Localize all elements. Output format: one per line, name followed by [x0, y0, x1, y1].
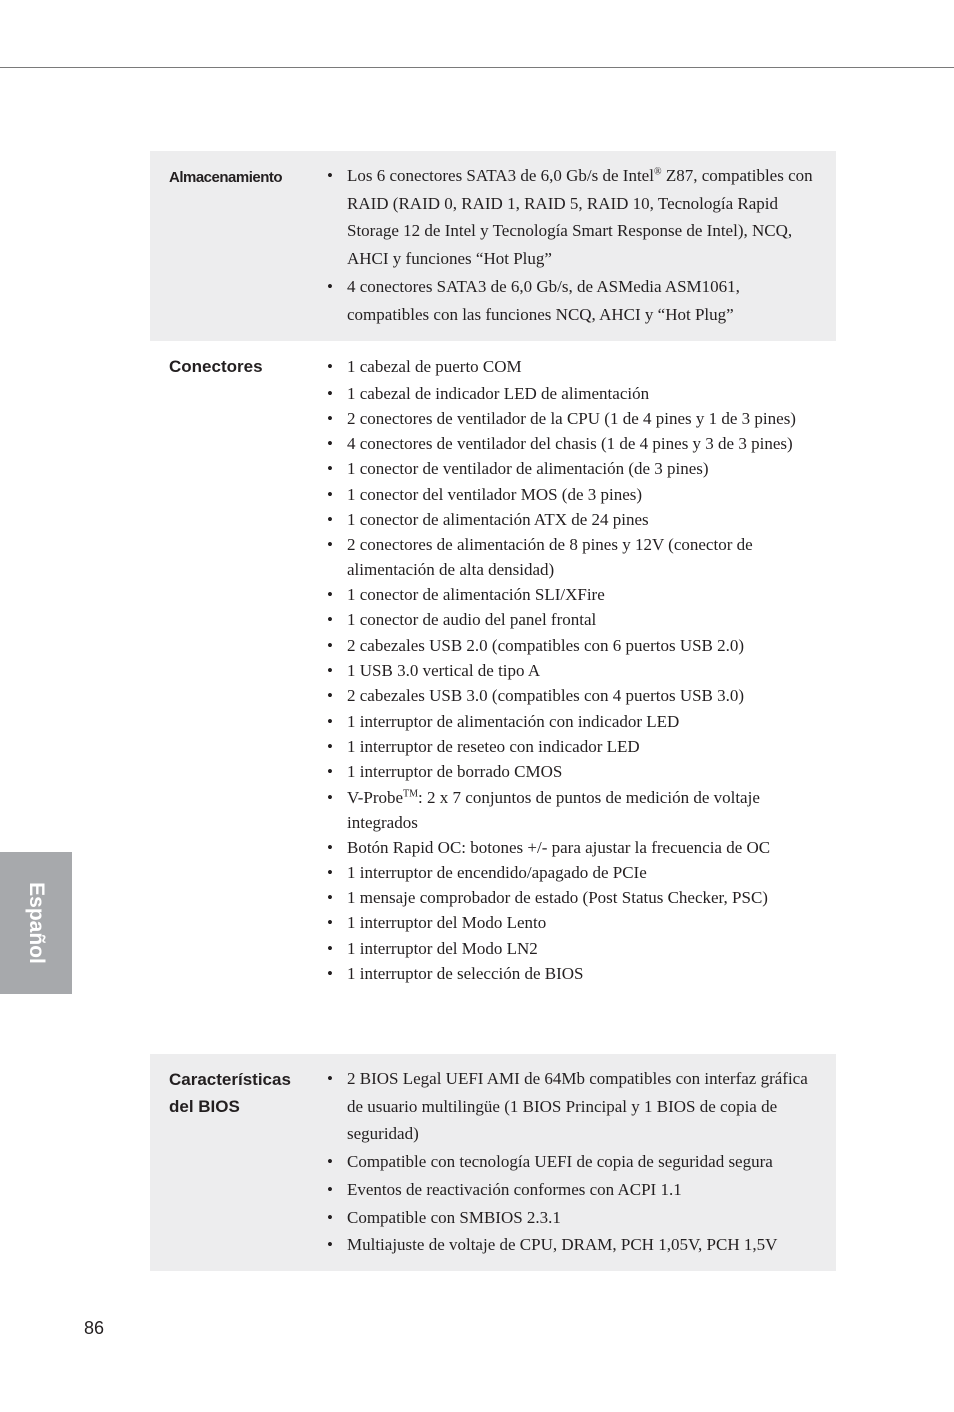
section-label: Conectores	[169, 357, 263, 376]
list-item: • Compatible con tecnología UEFI de copia de seguridad segura	[325, 1148, 820, 1176]
list-item: • 4 conectores de ventilador del chasis (1 de 4 pines y 3 de 3 pines)	[325, 431, 820, 456]
section-label: Almacenamiento	[169, 169, 283, 186]
language-tab-label: Español	[25, 882, 48, 964]
list-item: • V-Probe™: 2 x 7 conjuntos de puntos de medición de voltaje integrados	[325, 785, 820, 835]
list-item: • 1 interruptor del Modo Lento	[325, 910, 820, 935]
list-item: • 1 cabezal de indicador LED de alimentación	[325, 381, 820, 406]
list-item: • 2 conectores de ventilador de la CPU (1 de 4 pines y 1 de 3 pines)	[325, 406, 820, 431]
bios-section	[150, 1054, 836, 1271]
header-rule	[0, 67, 954, 68]
list-item: • Los 6 conectores SATA3 de 6,0 Gb/s de Intel® Z87, compatibles con RAID (RAID 0, RAID 1, RAID 5, RAID 10, Tecnología Rapid Storage 12 de Intel y Tecnología Smart Response de Intel), NCQ, AHCI y funciones “Hot Plug”	[325, 162, 820, 273]
list-item: • 1 interruptor de alimentación con indicador LED	[325, 709, 820, 734]
list-item: • 1 interruptor de selección de BIOS	[325, 961, 820, 986]
storage-list	[325, 162, 820, 328]
bios-list	[325, 1065, 820, 1259]
list-item: • 1 conector de alimentación SLI/XFire	[325, 582, 820, 607]
list-item: • Compatible con SMBIOS 2.3.1	[325, 1204, 820, 1232]
list-item: • 1 conector del ventilador MOS (de 3 pines)	[325, 482, 820, 507]
storage-section	[150, 151, 836, 341]
list-item: • Botón Rapid OC: botones +/- para ajustar la frecuencia de OC	[325, 835, 820, 860]
list-item: • 2 conectores de alimentación de 8 pines y 12V (conector de alimentación de alta densidad)	[325, 532, 820, 582]
list-item: • 2 cabezales USB 2.0 (compatibles con 6 puertos USB 2.0)	[325, 633, 820, 658]
list-item: • 1 interruptor de borrado CMOS	[325, 759, 820, 784]
list-item: • 1 conector de audio del panel frontal	[325, 607, 820, 632]
section-label: Características del BIOS	[169, 1070, 291, 1116]
list-item: • 1 conector de ventilador de alimentación (de 3 pines)	[325, 456, 820, 481]
connectors-section	[150, 341, 836, 1054]
language-tab	[0, 852, 72, 994]
list-item: • 1 interruptor de encendido/apagado de PCIe	[325, 860, 820, 885]
page-number: 86	[84, 1318, 105, 1338]
list-item: • Eventos de reactivación conformes con ACPI 1.1	[325, 1176, 820, 1204]
list-item: • 1 interruptor de reseteo con indicador LED	[325, 734, 820, 759]
connectors-list	[325, 353, 820, 986]
list-item: • 4 conectores SATA3 de 6,0 Gb/s, de ASMedia ASM1061, compatibles con las funciones NCQ, AHCI y “Hot Plug”	[325, 273, 820, 328]
list-item: • 2 BIOS Legal UEFI AMI de 64Mb compatibles con interfaz gráfica de usuario multilingüe (1 BIOS Principal y 1 BIOS de copia de seguridad)	[325, 1065, 820, 1148]
list-item: • 2 cabezales USB 3.0 (compatibles con 4 puertos USB 3.0)	[325, 683, 820, 708]
list-item: • 1 USB 3.0 vertical de tipo A	[325, 658, 820, 683]
list-item: • 1 conector de alimentación ATX de 24 pines	[325, 507, 820, 532]
list-item: • 1 mensaje comprobador de estado (Post Status Checker, PSC)	[325, 885, 820, 910]
list-item: • Multiajuste de voltaje de CPU, DRAM, PCH 1,05V, PCH 1,5V	[325, 1231, 820, 1259]
list-item: • 1 interruptor del Modo LN2	[325, 936, 820, 961]
list-item: • 1 cabezal de puerto COM	[325, 353, 820, 381]
